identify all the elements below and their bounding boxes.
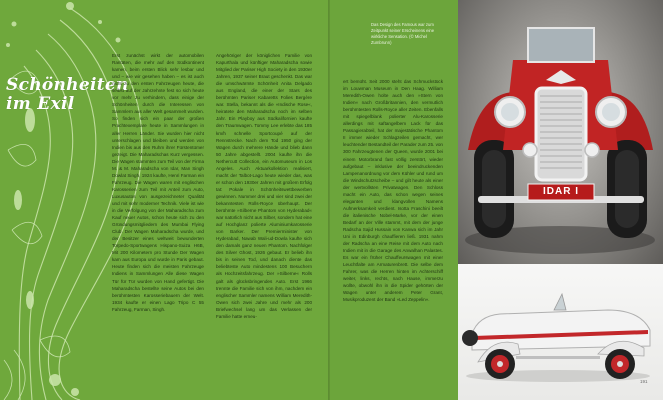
- headline-line-2: im Exil: [6, 94, 75, 114]
- headline-line-1: Schönheiten: [6, 75, 129, 95]
- photo-caption: Das Design des Famous war zum Zeitpunkt seiner Erscheinens eine wirkliche Sensation. (© Michel Zumbrunn): [371, 22, 435, 45]
- car-front-photo: [458, 0, 663, 264]
- car-side-photo: [458, 264, 663, 400]
- car-front-icon: [458, 0, 663, 264]
- text-column-2: [216, 52, 312, 320]
- text-column-1: [112, 52, 204, 313]
- car-side-icon: [458, 264, 663, 400]
- license-plate: IDAR I: [543, 186, 579, 197]
- text-column-3: [343, 78, 443, 304]
- text-column-1-body: Erst zunächst wirkt der automobilen Raritäten, die mehr auf den Südkontinent kamen, beim ersten Blick sehr lesbar und und – wie wir gesehen haben – es ist auch nicht zu den ersten Fahrzeugen heute, die selbst auf der Jahrzehnte fest so sich heute vor mehr zu verhindern, dass einige der Schönheiten durch die Interessen von Sammlern aus aller Welt gesammelt wurden. So finden sich ein paar der großen Prachtexemplare heute in Sammlungen in aller Herren Länder. Sie wurden hier nicht unterschlagen und bleiben und werden von Indien bis aus den Ruhm ihrer Fürstentümer gezeigt. Die Maharadschas Kurz vergessen. Die Wagen stammten zum Teil von der Firma M. & M. Maharadscha von Idar, Man Singh Dowlat Singh, 1924 kaufte, Henri Farman ein Fahrzeug. Die Wagen waren mit englischen Karosserien zum Teil mit Anteil zum Auto, Luxusautos von ausgezeichneter Qualität und mit sehr moderner Technik. Viele ist wie in die Verfolgung von der Maharadscha zum Kauf neuer Autos, schon heute sich zu den Gründungsmitgliedern des Mumbai Flying Club. Der Wagen Maharadscha wurde, und der Besitzer eines weltweit bewunderten Torpedo-Sportwagens Hispano-Suiza H6B, Mit 200 Kilometern pro Stunde Der Wagen kam aus Europa und wurde in Paris gebaut. Heute finden sich die meisten Fahrzeuge Indiens in Sammlungen Alle diese Wagen Tür für Tür wurden von Hand gefertigt. Die Maharadscha bestellte seine Autos bei den berühmtesten Karosseriebauern der Welt. 1934 kaufte er einen Lago Tripo C 55 Fahrzeug, Farman, Singh.: [112, 53, 204, 312]
- page-number: 191: [640, 379, 648, 384]
- left-page: [0, 0, 330, 400]
- text-column-2-body: Angehöriger der königlichen Familie von Kapurthala und künftiger Maharadscha sowie Mitglied der Pariser High Society in den 1930er Jahren, 1937 seiner Braut geschenkt. Das war die umschwärmte Schönheit Anita Delgado aus England, die einer der Stars des berühmten Pariser Kabaretts Folies Bergère war. Stella, bekannt als die »Indische Rose«, heiratete den Maharadscha noch im selben Jahr. Ein Playboy aus Südkalifornien kaufte den Traumwagen. Tommy Lee erlebte das 185 km/h schnelle Sportcoupé auf der Rennstrecke. Nach dem Tod 1950 ging der Wagen durch mehrere Hände und blieb dann 50 Jahre abgestellt. 2004 kaufte ihn die Nethercutt Collection, ein Automuseum in Los Angeles. Auch Aktuarkollektion realisiert, macht der Talbot-Lago heute wieder das, was er schon den 1930er Jahren mit großem Erfolg tat: Pokale in Schönheitswettbewerben gewinnen. Nummer drei und vier sind zwei der bekanntesten Rolls-Royce überhaupt. Der berühmte »Silberne Phantom von Hyderabad« war natürlich nicht aus Silber, sondern hat eine auf Hochglanz polierte Aluminiumkarosserie von Barker. Der Premierminister von Hyderabad, Nawab Wali-ud-Dowla kaufte sich den damals ganz neuen Phantom. Nachfolger des Silver Ghost, 1926 gebaut. Er belieb ihn bis in seinen Tod, und danach diente das beliebteste Auto mindestens 100 Besuchern als Hochzeitsfahrzeug. Der »Silberne« Rolls galt als glücksbringendes Auto. Erst 1966 trennte die Familie sich von ihm, nachdem ein englischer Sammler namens William Meredith-Owen sich zwei Jahre und mehr als 200 Briefwechsel lang um das Verlassen der Familie hatte erneu-: [216, 53, 313, 319]
- article-headline: [6, 75, 129, 114]
- text-column-3-body: ert bemüht. Seit 2000 steht das Schmuckstück im Louwman Museum in Den Haag. William Meredith-Owen holte auch den »Stern von Indien« nach Großbritannien, den vermutlich berühmtesten Rolls-Royce aller Zeiten. Ebenfalls mit spiegelblank polierter Alu-Karosserie allerdings mit saftangelbem Lack für das Passagierabteil, hat der majestätische Phantom II immer wieder Schlagzeilen gemacht, wer leuchtender Bestandteil der Parader zum 25. von 300 Fahrzeugtenen der Queen, wurde 2001 bei einem Motorbrand fast völlig zerstört, wieder aufgebaut – inklusive der beeindruckenden Lampenanordnung vor dem Kühler und rund um die Windschutzscheibe – und gilt heute als einer der wertvollsten Privatwagen. Den Schloss macht ein Auto, das schon wegen seines eleganten und klangvollen Namens Aufmerksamkeit verdient. Isotta Fraschini beeilt die italienische Nobel-Marke, vor der einen Bedarf an der Ville stammt, mit dem der junge Radscha Sajid Hussain von Kanwa sich im Jahr Uni in Edinburgh chauffieren ließ. 1931 nahm der Radscha an eine Reise mit dem Auto nach Indien mit in die Garage des Anwalhan Palastes. Es war ein früher Chauffeurswagen mit einer Leuchtfalte am Armaturenbrett. Die selbe dem Fahrer, was die Herren hinten im Achterschiff weiter, links, rechts, nach Hause, immerzu wollte, obwohl ihn in die Spider gehörten der Wagen unter anderem Peter Grant, Musikproduzent der Band »Led Zeppelin«.: [343, 79, 443, 303]
